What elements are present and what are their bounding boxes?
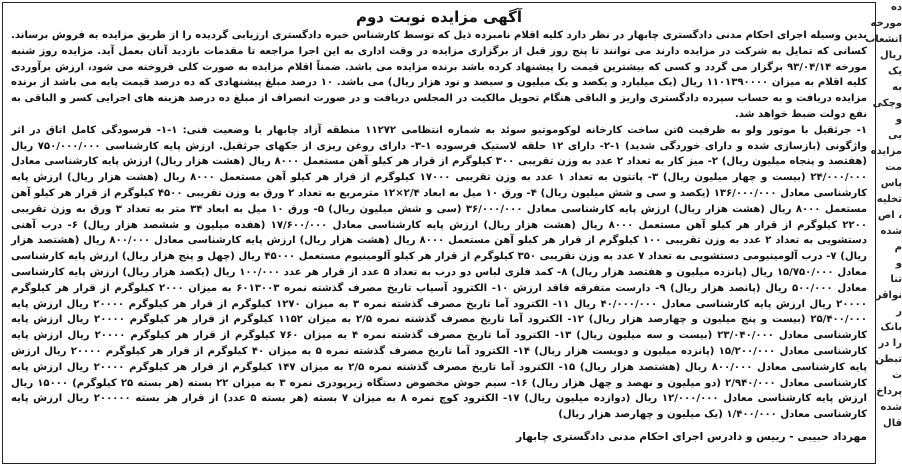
side-strip-line: وچکی: [872, 98, 902, 109]
side-strip-line: بی: [888, 130, 902, 141]
side-strip-line: مت: [885, 162, 902, 173]
auction-notice: [2, 2, 876, 464]
side-strip-line: مورخه: [870, 18, 902, 29]
side-strip-line: را در: [878, 338, 902, 349]
side-strip-line: قال: [883, 418, 902, 429]
side-strip-line: ده: [890, 2, 902, 13]
side-strip-line: بانک: [880, 322, 902, 333]
notice-title: آگهی مزایده نوبت دوم: [355, 8, 523, 26]
notice-signature: مهرداد حبیبی - رییس و دادرس اجرای احکام مدنی دادگستری چابهار: [516, 430, 867, 443]
side-strip-line: تنا: [890, 274, 902, 285]
side-strip-line: به: [892, 82, 902, 93]
side-strip-line: پرداخ: [876, 386, 902, 397]
side-strip-line: تخلیه: [876, 194, 902, 205]
side-strip-line: یک: [888, 66, 902, 77]
adjacent-column-fragment: [865, 0, 902, 469]
side-strip-line: تبطن: [875, 354, 902, 365]
side-strip-line: ، اص: [877, 210, 902, 221]
notice-items-paragraph: ۱- جرثقیل با موتور ولو به ظرفیت ۵تن ساخت کارخانه لوکوموتیو سوئد به شماره انتظامی ۱۱۲۷۲ منطقه آزاد چابهار با وضعیت فنی: ۱-۱- فرسودگی کامل اتاق در اثر واژگونی (بازسازی شده و دارای خوردگی شدید) ۱-۲- دارای ۱۲ حلقه لاستیک فرسوده ۱-۳- دارای روغن ریزی از جکهای جرثقیل. ارزش پایه کارشناسی ۷۵۰/۰۰۰/۰۰۰ ریال (هفتصد و پنجاه میلیون ریال) ۲- میز کار به تعداد ۲ عدد به وزن تقریبی ۳۰۰ کیلوگرم از قرار هر کیلو آهن مستعمل ۸۰۰۰ ریال (هشت هزار ریال) ارزش پایه کارشناسی معادل ۲۴/۰۰۰/۰۰۰ (بیست و چهار میلیون ریال) ۳- پاتتون به تعداد ۱ عدد به وزن تقریبی ۱۷۰۰۰ کیلوگرم از قرار هر کیلو آهن مستعمل ۸۰۰۰ ریال (هشت هزار ریال) ارزش پایه کارشناسی معادل ۱۳۶/۰۰۰/۰۰۰ (یکصد و سی و شش میلیون ریال) ۴- ورق ۱۰ میل به ابعاد ۲/۴×۱۲ مترمربع به تعداد ۲ ورق به وزن تقریبی ۴۵۰۰ کیلوگرم از قرار هر کیلو آهن مستعمل ۸۰۰۰ ریال (هشت هزار ریال) ارزش پایه کارشناسی معادل ۳۶/۰۰۰/۰۰۰ (سی و شش میلیون ریال) ۵- ورق ۱۰ میل به ابعاد ۳۴ متر به تعداد ۳ ورق به وزن تقریبی ۲۲۰۰ کیلوگرم از قرار هر کیلو آهن مستعمل ۸۰۰۰ ریال (هشت هزار ریال) ارزش پایه کارشناسی معادل ۱۷/۶۰۰/۰۰۰ (هفده میلیون و ششصد هزار ریال) ۶- درب آهنی دستشویی به تعداد ۲ عدد به وزن تقریبی ۱۰۰ کیلوگرم از قرار هر کیلو آهن مستعمل ۸۰۰۰ ریال (هشت هزار ریال) ارزش پایه کارشناسی معادل ۸۰۰/۰۰۰ ریال (هشتصد هزار ریال) ۷- درب آلومینیومی دستشویی به تعداد ۷ عدد به وزن تقریبی ۳۵۰ کیلوگرم از قرار هر کیلو آلومینیوم مستعمل ۴۵۰۰۰ ریال (چهل و پنج هزار ریال) ارزش پایه کارشناسی معادل ۱۵/۷۵۰/۰۰۰ ریال (پانزده میلیون و هفتصد هزار ریال) ۸- کمد فلزی لباس دو درب به تعداد ۵ عدد از قرار هر عدد ۱۰۰/۰۰۰ ریال (یکصد هزار ریال) ارزش پایه کارشناسی معادل ۵۰۰/۰۰۰ ریال (پانصد هزار ریال) ۹- دارست متفرقه فاقد ارزش ۱۰- الکترود آسیاب تاریخ مصرف گذشته نمره ۶۰۱۳۰۰۳ به میزان ۲۰۰۰ کیلوگرم از قرار هر کیلوگرم ۲۰۰۰۰ ریال ارزش پایه کارشناسی معادل ۴۰/۰۰۰/۰۰۰ ریال ۱۱- الکترود آما تاریخ مصرف گذشته نمره ۳ به میزان ۱۲۷۰ کیلوگرم از قرار هر کیلوگرم ۲۰۰۰۰ ریال ارزش پایه ۲۵/۴۰۰/۰۰۰ (بیست و پنج میلیون و چهارصد هزار ریال) ۱۲- الکترود آما تاریخ مصرف گذشته نمره ۲/۵ به میزان ۱۱۵۲ کیلوگرم از قرار هر کیلوگرم ۲۰۰۰۰ ریال ارزش پایه کارشناسی معادل ۲۳/۰۴۰/۰۰۰ (بیست و سه میلیون ریال) ۱۳- الکترود آما تاریخ مصرف گذشته نمره ۴ به میزان ۷۶۰ کیلوگرم از قرار هر کیلوگرم ۲۰۰۰۰ ریال ارزش پایه کارشناسی معادل ۱۵/۲۰۰/۰۰۰ (پانزده میلیون و دویست هزار ریال) ۱۴- الکترود آما تاریخ مصرف گذشته نمره ۵ به میزان ۴۰ کیلوگرم از قرار هر کیلوگرم ۲۰۰۰۰ ریال ارزش پایه کارشناسی معادل ۸۰۰/۰۰۰ ریال (هشتصد هزار ریال) ۱۵- الکترود آما تاریخ مصرف گذشته نمره ۲/۵ به میزان ۱۴۷ کیلوگرم از قرار هر کیلوگرم ۲۰۰۰۰ ریال ارزش پایه کارشناسی معادل ۲/۹۴۰/۰۰۰ (دو میلیون و نهصد و چهل هزار ریال) ۱۶- سیم جوش مخصوص دستگاه زیرپودری نمره ۳ به میزان ۲۲ بسته (هر بسته ۲۵ کیلوگرم) ۱۵۰۰۰ ریال ارزش پایه کارشناسی معادل ۱۲/۰۰۰/۰۰۰ ریال (دوازده میلیون ریال) ۱۷- الکترود کوچ نمره ۸ به میزان ۷ بسته (هر بسته ۵ عدد) از قرار هر بسته ۲۰۰۰۰۰ ریال ارزش پایه کارشناسی معادل ۱/۴۰۰/۰۰۰ (یک میلیون و چهارصد هزار ریال): [11, 124, 868, 421]
side-strip-line: و: [895, 258, 902, 269]
side-strip-line: ریال: [880, 50, 902, 61]
side-strip-line: ر: [896, 306, 902, 317]
side-strip-line: شده: [880, 226, 902, 237]
side-strip-line: م: [894, 242, 902, 253]
side-strip-line: مزایده: [870, 146, 902, 157]
side-strip-line: و: [895, 114, 902, 125]
side-strip-line: شده: [880, 402, 902, 413]
side-strip-line: انشعاب: [865, 34, 902, 45]
side-strip-line: نواقر: [875, 290, 902, 301]
side-strip-line: پاس: [880, 178, 902, 189]
notice-intro-paragraph: بدین وسیله اجرای احکام مدنی دادگستری چابهار در نظر دارد کلیه اقلام نامبرده ذیل که توسط کارشناس خبره دادگستری ارزیابی گردیده را از طریق مزایده به فروش برساند. کسانی که تمایل به شرکت در مزایده دارند می توانند تا پنج روز قبل از برگزاری مزایده در وقت اداری به این اجرا مراجعه تا مقدمات بازدید آنان بعمل آید. مزایده روز شنبه مورخه ۹۳/۰۴/۱۴ برگزار می گردد و کسی که بیشترین قیمت را پیشنهاد کرده باشد برنده مزایده می باشد. ضمناً اقلام مزایده به صورت کلی فروخته می شود، ارزش برآوردی کلیه اقلام به میزان ۱۱۰۱۳۹۰۰۰۰ ریال (یک میلیارد و یکصد و یک میلیون و سیصد و نود هزار ریال) می باشد. ۱۰ درصد مبلغ پیشنهادی که ده درصد قیمت پایه می باشد از برنده مزایده دریافت و به حساب سپرده دادگستری واریز و الباقی هنگام تحویل مالکیت در المجلس دریافت و در صورت انصراف از مبلغ ده درصد هزینه های اجرایی کسر و الباقی به نفع دولت ضبط خواهد شد.: [11, 30, 867, 120]
side-strip-line: ث: [891, 370, 902, 381]
